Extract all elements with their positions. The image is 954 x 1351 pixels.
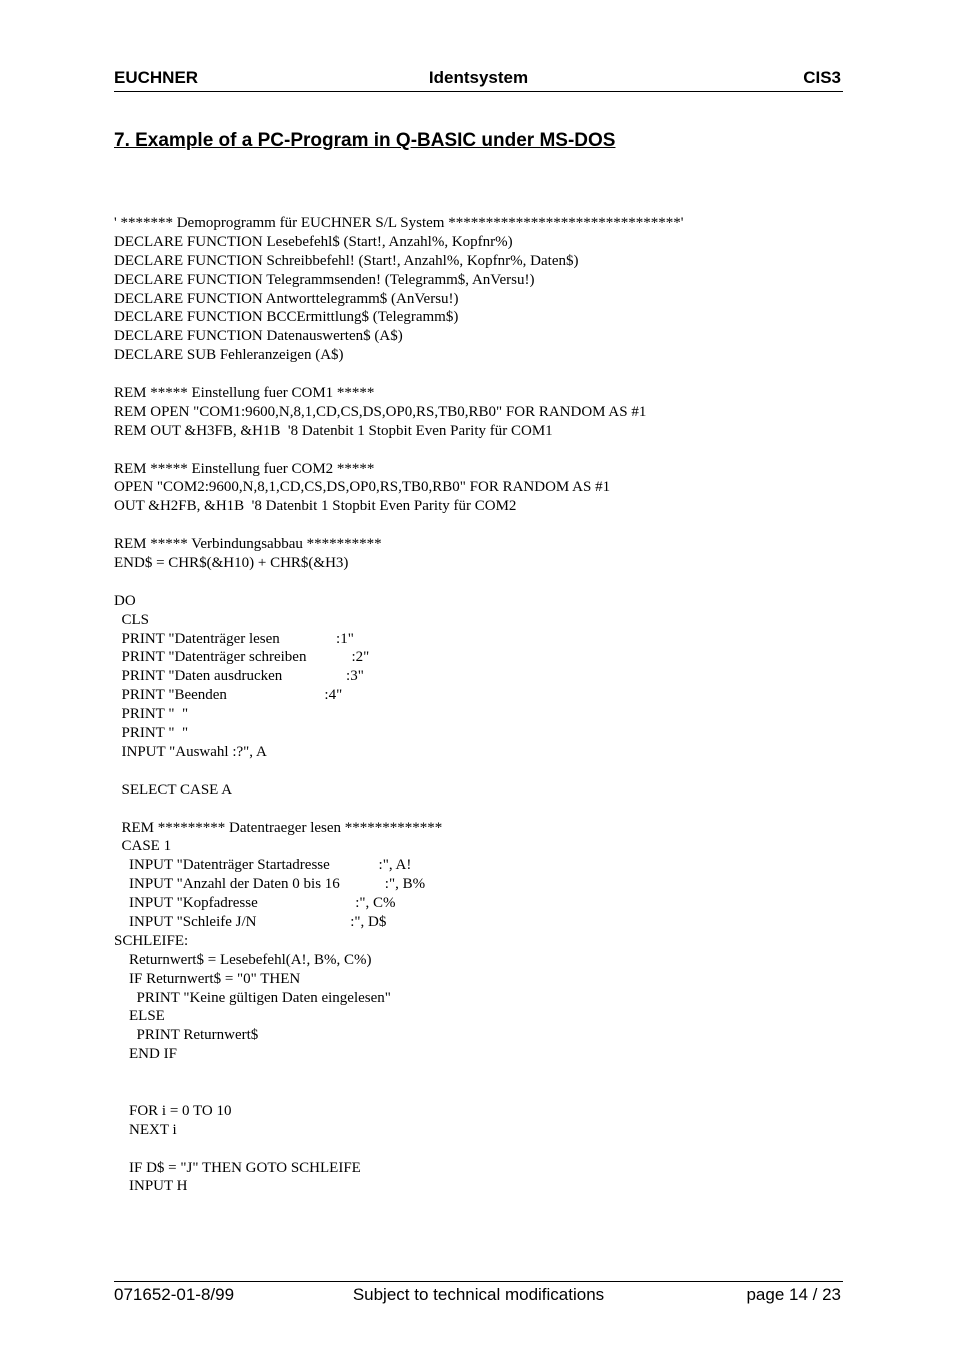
code-line	[114, 1140, 843, 1159]
code-line: ' ******* Demoprogramm für EUCHNER S/L System *******************************'	[114, 215, 684, 231]
header-model: CIS3	[803, 68, 841, 87]
code-line: DECLARE FUNCTION Telegrammsenden! (Telegramm$, AnVersu!)	[114, 271, 535, 288]
code-line: INPUT H	[114, 1178, 188, 1195]
code-line: SELECT CASE A	[114, 781, 233, 798]
code-line: PRINT " "	[114, 725, 189, 742]
code-line: DECLARE FUNCTION Lesebefehl$ (Start!, Anzahl%, Kopfnr%)	[114, 233, 513, 250]
code-line: SCHLEIFE:	[114, 932, 189, 949]
code-line: DECLARE FUNCTION Antworttelegramm$ (AnVersu!)	[114, 290, 459, 307]
code-line: INPUT "Datenträger Startadresse :", A!	[114, 857, 412, 874]
code-line: INPUT "Anzahl der Daten 0 bis 16 :", B%	[114, 876, 426, 893]
code-line: CLS	[114, 611, 150, 628]
footer-document-number: 071652-01-8/99	[114, 1285, 235, 1304]
code-line: OPEN "COM2:9600,N,8,1,CD,CS,DS,OP0,RS,TB0,RB0" FOR RANDOM AS #1	[114, 479, 611, 496]
code-line: IF D$ = "J" THEN GOTO SCHLEIFE	[114, 1159, 361, 1176]
code-line	[114, 800, 843, 819]
code-line: REM OUT &H3FB, &H1B '8 Datenbit 1 Stopbit Even Parity für COM1	[114, 422, 553, 439]
code-line: PRINT "Daten ausdrucken :3"	[114, 668, 364, 685]
code-line	[114, 573, 843, 592]
code-line: DECLARE SUB Fehleranzeigen (A$)	[114, 347, 344, 364]
code-line	[114, 762, 843, 781]
code-line: FOR i = 0 TO 10	[114, 1102, 232, 1119]
code-line: DECLARE FUNCTION Datenauswerten$ (A$)	[114, 328, 403, 345]
code-line: PRINT Returnwert$	[114, 1027, 259, 1044]
code-line: PRINT "Keine gültigen Daten eingelesen"	[114, 989, 391, 1006]
code-line: REM ***** Verbindungsabbau **********	[114, 536, 382, 553]
code-line: PRINT " "	[114, 706, 189, 723]
code-line: DO	[114, 592, 136, 609]
code-line	[114, 365, 843, 384]
code-line: END$ = CHR$(&H10) + CHR$(&H3)	[114, 555, 349, 572]
code-listing	[114, 214, 843, 1196]
code-line: INPUT "Schleife J/N :", D$	[114, 913, 387, 930]
code-line: PRINT "Beenden :4"	[114, 687, 343, 704]
code-line: NEXT i	[114, 1121, 177, 1138]
code-line: DECLARE FUNCTION BCCErmittlung$ (Telegramm$)	[114, 309, 459, 326]
code-line: REM OPEN "COM1:9600,N,8,1,CD,CS,DS,OP0,RS,TB0,RB0" FOR RANDOM AS #1	[114, 403, 647, 420]
code-line: END IF	[114, 1046, 177, 1063]
code-line: INPUT "Kopfadresse :", C%	[114, 895, 396, 912]
footer-page-number: page 14 / 23	[746, 1285, 841, 1304]
page-footer	[114, 1281, 843, 1312]
code-line	[114, 1064, 843, 1083]
header-product: Identsystem	[428, 68, 529, 87]
code-line	[114, 516, 843, 535]
code-line: Returnwert$ = Lesebefehl(A!, B%, C%)	[114, 951, 372, 968]
code-line	[114, 1083, 843, 1102]
section-title: 7. Example of a PC-Program in Q-BASIC under MS-DOS	[114, 130, 616, 151]
page-header	[114, 66, 843, 92]
code-line: ELSE	[114, 1008, 165, 1025]
code-line: INPUT "Auswahl :?", A	[114, 743, 267, 760]
code-line: OUT &H2FB, &H1B '8 Datenbit 1 Stopbit Even Parity für COM2	[114, 498, 517, 515]
code-line: REM ***** Einstellung fuer COM2 *****	[114, 460, 375, 477]
header-company: EUCHNER	[114, 68, 199, 87]
footer-notice: Subject to technical modifications	[352, 1285, 605, 1304]
code-line: IF Returnwert$ = "0" THEN	[114, 970, 301, 987]
code-line: CASE 1	[114, 838, 172, 855]
code-line: REM ********* Datentraeger lesen *************	[114, 819, 443, 836]
code-line: DECLARE FUNCTION Schreibbefehl! (Start!, Anzahl%, Kopfnr%, Daten$)	[114, 252, 579, 269]
code-line: PRINT "Datenträger schreiben :2"	[114, 649, 370, 666]
code-line: REM ***** Einstellung fuer COM1 *****	[114, 385, 375, 402]
code-line: PRINT "Datenträger lesen :1"	[114, 630, 354, 647]
code-line	[114, 441, 843, 460]
